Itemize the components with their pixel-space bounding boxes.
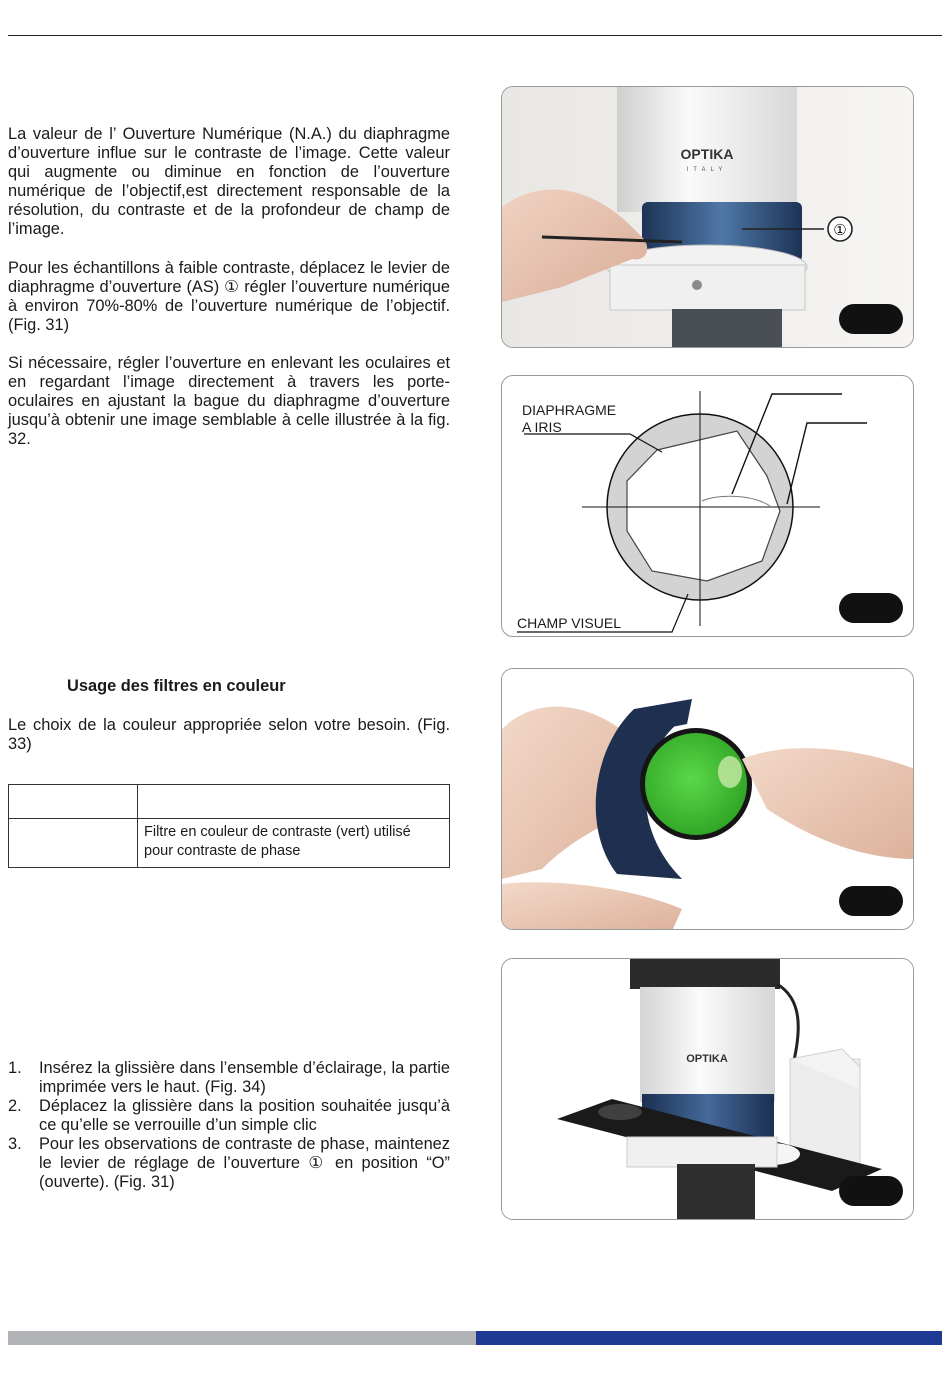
section-title-color-filters: Usage des filtres en couleur: [67, 677, 286, 695]
paragraph-numerical-aperture: La valeur de l’ Ouverture Numérique (N.A.) du diaphragme d’ouverture influe sur le contraste de l’image. Cette valeur qui augmente ou diminue en fonction de l’ouverture numérique de l’objectif,est directement responsable de la résolution, du contraste et de la profondeur de champ de l’image.: [8, 125, 450, 238]
filter-table-row: [9, 819, 450, 868]
label-iris-diaphragm-line2: A IRIS: [522, 419, 562, 435]
figure-33-color-filter: [501, 668, 914, 930]
filter-table-cell-1: [9, 819, 138, 868]
brand-logo-italy: ITALY: [686, 167, 728, 173]
filter-table-cell-2: Filtre en couleur de contraste (vert) utilisé pour contraste de phase: [138, 819, 450, 868]
step-text: Insérez la glissière dans l’ensemble d’éclairage, la partie imprimée vers le haut. (Fig. 34): [39, 1059, 450, 1096]
figure-34-slider: [501, 958, 914, 1220]
instruction-list: [8, 1059, 450, 1192]
filter-table: [8, 784, 450, 868]
figure-number-badge: [839, 304, 903, 334]
list-item: [8, 1097, 450, 1135]
filter-table-header-row: [9, 785, 450, 819]
step-number: 1.: [8, 1059, 22, 1077]
paragraph-low-contrast: Pour les échantillons à faible contraste, déplacez le levier de diaphragme d’ouverture (AS) ① régler l’ouverture numérique à environ 70%-80% de l’ouverture numérique de l’objectif. (Fig. 31): [8, 259, 450, 334]
list-item: [8, 1135, 450, 1192]
figure-number-badge: [839, 593, 903, 623]
label-iris-diaphragm-line1: DIAPHRAGME: [522, 402, 617, 418]
paragraph-filter-choice: Le choix de la couleur appropriée selon votre besoin. (Fig. 33): [8, 716, 450, 753]
label-field-of-view: CHAMP VISUEL: [517, 615, 621, 631]
step-text: Pour les observations de contraste de phase, maintenez le levier de réglage de l’ouverture ① en position “O” (ouverte). (Fig. 31): [39, 1135, 450, 1191]
step-number: 2.: [8, 1097, 22, 1115]
figure-number-badge: [839, 886, 903, 916]
paragraph-adjust-aperture: Si nécessaire, régler l’ouverture en enlevant les oculaires et en regardant l’image directement à travers les porte-oculaires en ajustant la bague du diaphragme d’ouverture jusqu’à obtenir une image semblable à celle illustrée à la fig. 32.: [8, 354, 450, 448]
brand-logo-optika: OPTIKA: [686, 1053, 728, 1065]
filter-table-header-cell-1: [9, 785, 138, 819]
footer-bar-blue: [476, 1331, 942, 1345]
callout-number-1: ①: [833, 221, 847, 239]
list-item: [8, 1059, 450, 1097]
step-number: 3.: [8, 1135, 22, 1153]
brand-logo-optika: OPTIKA: [680, 146, 734, 162]
filter-table-header-cell-2: [138, 785, 450, 819]
figure-32-iris-diagram: [501, 375, 914, 637]
footer-bar-grey: [8, 1331, 476, 1345]
figure-number-badge: [839, 1176, 903, 1206]
header-rule: [8, 35, 942, 36]
step-text: Déplacez la glissière dans la position souhaitée jusqu’à ce qu’elle se verrouille d’un simple clic: [39, 1097, 450, 1134]
figure-31-aperture-lever: [501, 86, 914, 348]
